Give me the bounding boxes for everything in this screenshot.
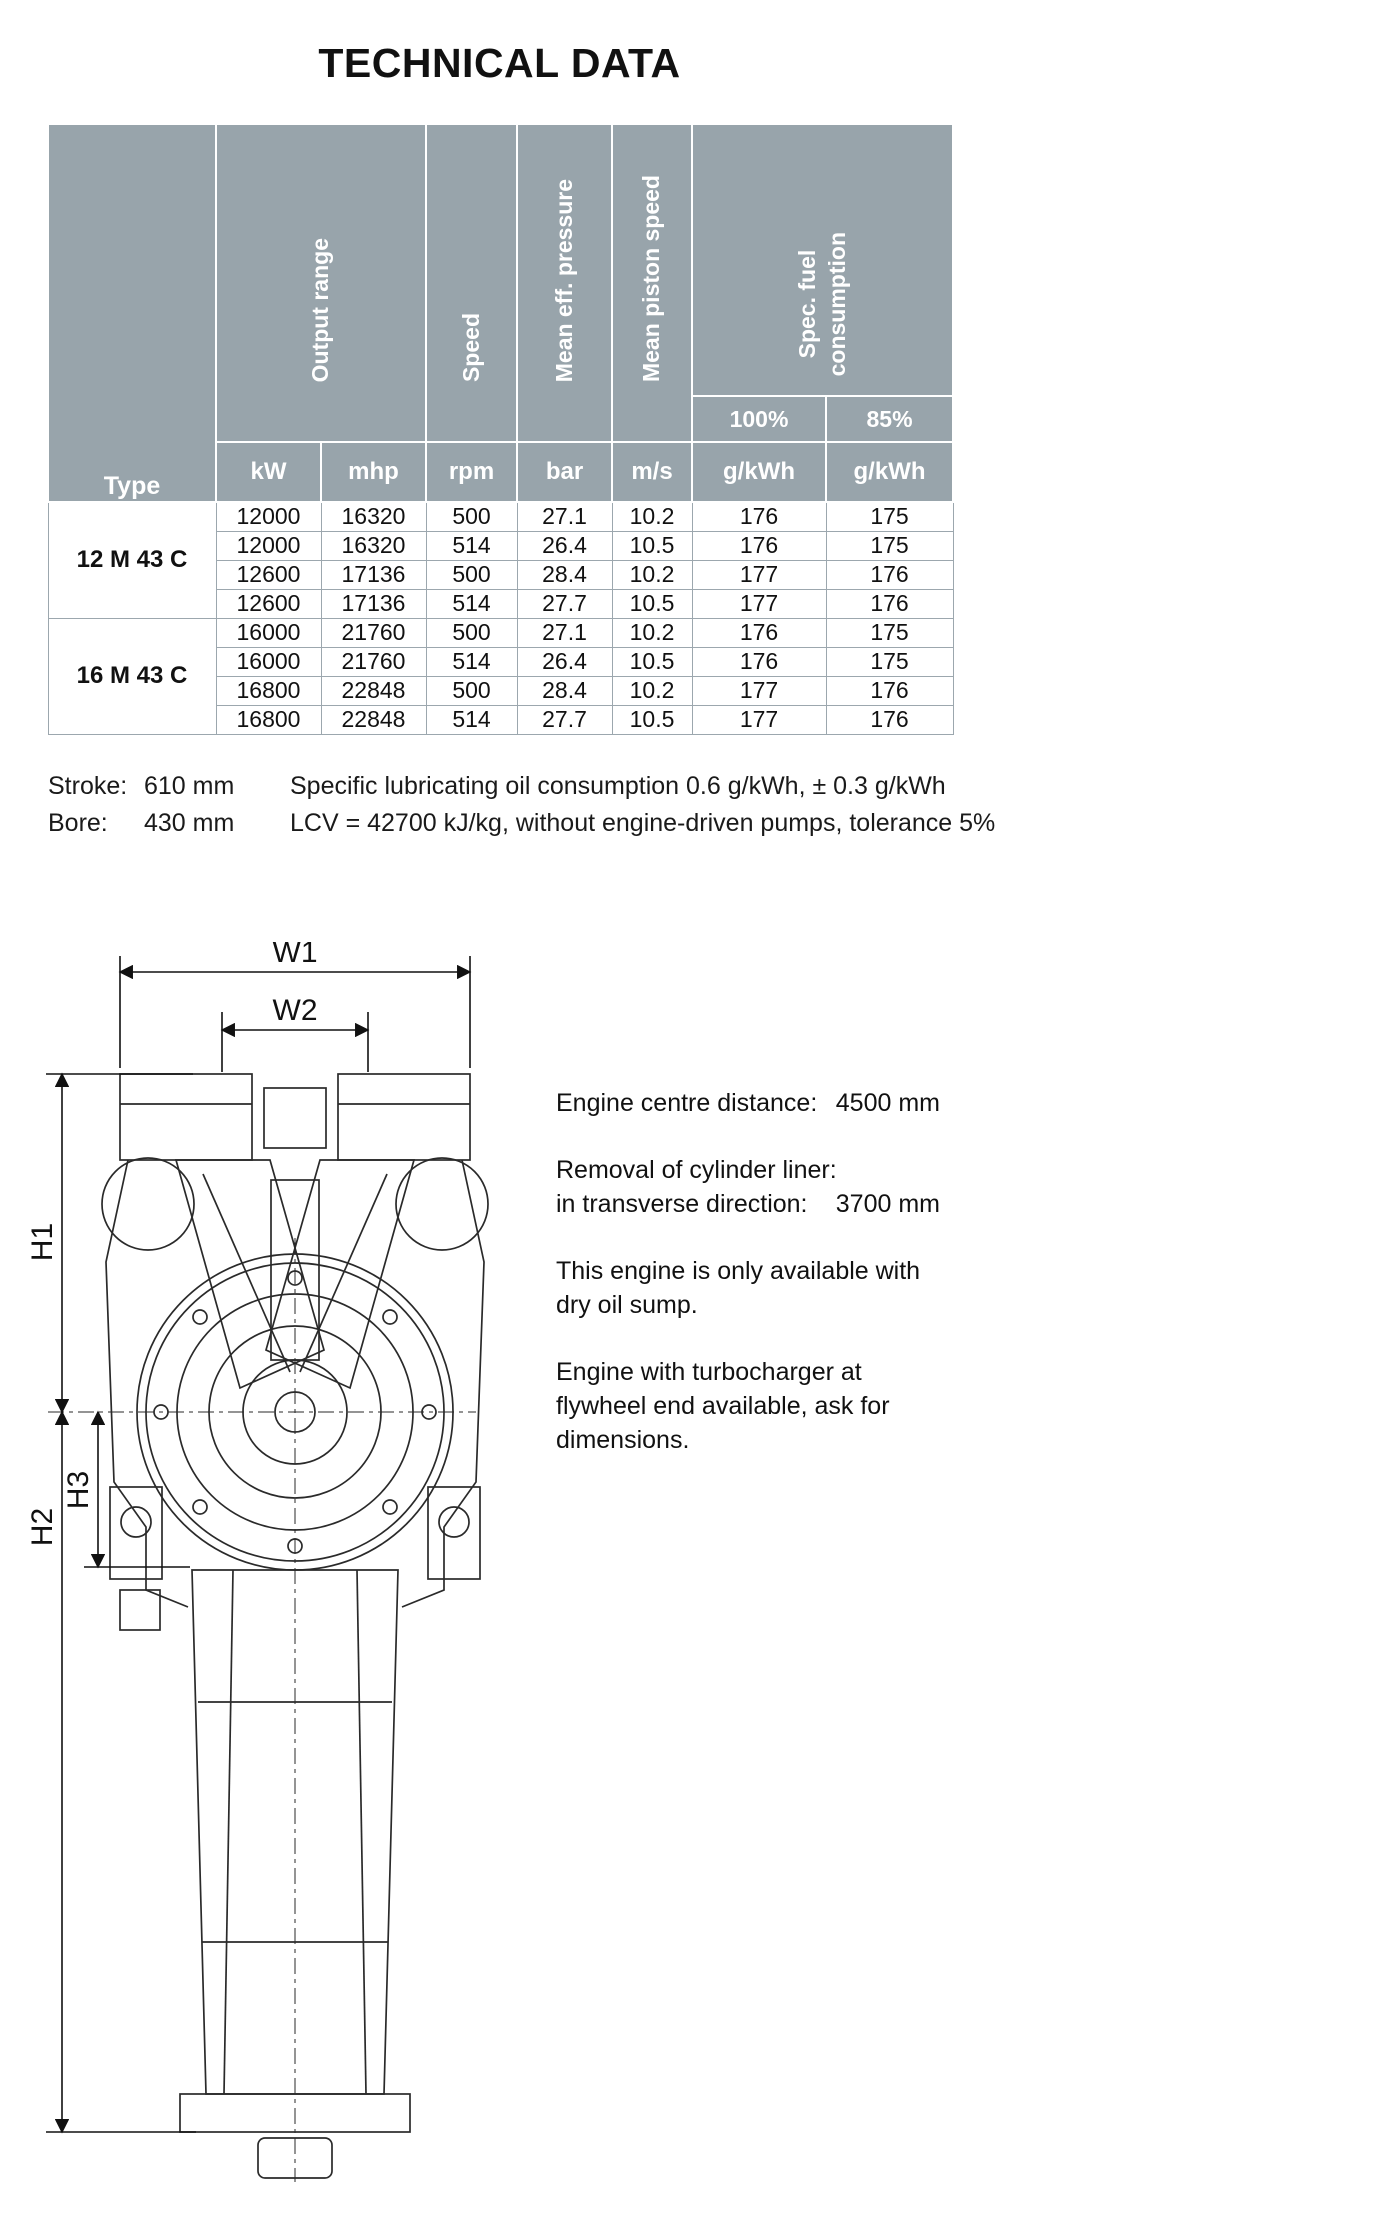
data-cell: 176 xyxy=(692,502,826,531)
centre-distance-row xyxy=(556,1086,940,1120)
data-cell: 16800 xyxy=(216,705,321,734)
spec-fuel-consumption-label xyxy=(793,232,853,376)
data-cell: 514 xyxy=(426,647,517,676)
page-title: TECHNICAL DATA xyxy=(318,40,681,86)
data-cell: 10.2 xyxy=(612,676,692,705)
data-cell: 27.1 xyxy=(517,618,612,647)
data-cell: 177 xyxy=(692,705,826,734)
dim-w1-label: W1 xyxy=(272,942,318,969)
liner-removal-line1: Removal of cylinder liner: xyxy=(556,1156,837,1184)
liner-removal-label: in transverse direction: xyxy=(556,1190,808,1218)
liner-removal-block xyxy=(556,1153,940,1221)
centerlines xyxy=(48,1238,476,2182)
data-cell: 22848 xyxy=(321,676,426,705)
centre-distance-value: 4500 mm xyxy=(835,1089,940,1117)
data-cell: 12000 xyxy=(216,531,321,560)
dry-sump-note: This engine is only available with dry oil sump. xyxy=(556,1257,921,1319)
data-cell: 514 xyxy=(426,589,517,618)
data-cell: 177 xyxy=(692,560,826,589)
load-header-100: 100% xyxy=(692,396,826,442)
column-header-mean-piston-speed xyxy=(612,124,692,442)
stroke-value: 610 mm xyxy=(144,772,235,800)
data-cell: 176 xyxy=(826,589,953,618)
data-cell: 177 xyxy=(692,676,826,705)
liner-removal-row xyxy=(556,1187,940,1221)
lcv-note: LCV = 42700 kJ/kg, without engine-driven pumps, tolerance 5% xyxy=(290,809,996,837)
mean-piston-speed-label: Mean piston speed xyxy=(638,174,665,382)
data-cell: 176 xyxy=(692,618,826,647)
data-cell: 26.4 xyxy=(517,647,612,676)
unit-header-gkwh-85: g/kWh xyxy=(826,442,953,502)
table-header xyxy=(48,124,953,502)
speed-label: Speed xyxy=(457,312,484,382)
engine-type-cell: 16 M 43 C xyxy=(48,618,216,734)
data-cell: 500 xyxy=(426,618,517,647)
data-cell: 514 xyxy=(426,531,517,560)
data-cell: 28.4 xyxy=(517,676,612,705)
data-cell: 10.5 xyxy=(612,589,692,618)
bore-label: Bore: xyxy=(48,809,108,837)
data-cell: 175 xyxy=(826,531,953,560)
data-cell: 10.2 xyxy=(612,560,692,589)
engine-front-view-drawing xyxy=(28,942,558,2212)
column-header-speed xyxy=(426,124,517,442)
data-cell: 28.4 xyxy=(517,560,612,589)
data-cell: 21760 xyxy=(321,618,426,647)
column-header-mean-eff-pressure xyxy=(517,124,612,442)
data-cell: 10.5 xyxy=(612,705,692,734)
data-cell: 27.7 xyxy=(517,589,612,618)
data-cell: 175 xyxy=(826,647,953,676)
data-cell: 175 xyxy=(826,502,953,531)
spec-fuel-line2: consumption xyxy=(823,231,850,376)
data-cell: 10.2 xyxy=(612,618,692,647)
bore-note xyxy=(48,805,234,842)
data-cell: 176 xyxy=(692,647,826,676)
column-header-spec-fuel-consumption xyxy=(692,124,953,396)
dim-h3-label: H3 xyxy=(62,1470,95,1510)
data-cell: 16320 xyxy=(321,502,426,531)
data-cell: 10.5 xyxy=(612,647,692,676)
data-cell: 21760 xyxy=(321,647,426,676)
column-header-output-range xyxy=(216,124,426,442)
dim-h1-label: H1 xyxy=(28,1222,59,1262)
data-cell: 26.4 xyxy=(517,531,612,560)
data-cell: 12600 xyxy=(216,589,321,618)
turbocharger-note: Engine with turbocharger at flywheel end available, ask for dimensions. xyxy=(556,1358,890,1454)
mean-eff-pressure-label: Mean eff. pressure xyxy=(550,178,577,382)
data-cell: 27.1 xyxy=(517,502,612,531)
data-cell: 17136 xyxy=(321,589,426,618)
unit-header-gkwh-100: g/kWh xyxy=(692,442,826,502)
spec-fuel-line1: Spec. fuel xyxy=(793,249,820,359)
engine-type-cell: 12 M 43 C xyxy=(48,502,216,618)
bore-value: 430 mm xyxy=(144,809,235,837)
unit-header-mhp: mhp xyxy=(321,442,426,502)
data-cell: 16000 xyxy=(216,647,321,676)
data-cell: 10.2 xyxy=(612,502,692,531)
centre-distance-label: Engine centre distance: xyxy=(556,1089,818,1117)
lube-oil-note: Specific lubricating oil consumption 0.6 g/kWh, ± 0.3 g/kWh xyxy=(290,772,946,800)
dimension-labels xyxy=(28,942,318,1546)
unit-header-bar: bar xyxy=(517,442,612,502)
data-cell: 177 xyxy=(692,589,826,618)
data-cell: 500 xyxy=(426,560,517,589)
unit-header-kw: kW xyxy=(216,442,321,502)
unit-header-rpm: rpm xyxy=(426,442,517,502)
unit-header-ms: m/s xyxy=(612,442,692,502)
data-cell: 514 xyxy=(426,705,517,734)
data-cell: 22848 xyxy=(321,705,426,734)
data-cell: 27.7 xyxy=(517,705,612,734)
dimension-text-block xyxy=(556,1086,940,1457)
data-cell: 500 xyxy=(426,502,517,531)
column-header-type: Type xyxy=(48,124,216,502)
data-cell: 175 xyxy=(826,618,953,647)
data-cell: 176 xyxy=(826,676,953,705)
table-row xyxy=(48,502,953,531)
data-cell: 16800 xyxy=(216,676,321,705)
data-cell: 10.5 xyxy=(612,531,692,560)
table-row xyxy=(48,618,953,647)
data-cell: 17136 xyxy=(321,560,426,589)
stroke-label: Stroke: xyxy=(48,772,128,800)
data-cell: 16320 xyxy=(321,531,426,560)
technical-data-table xyxy=(47,123,954,735)
consumption-notes xyxy=(290,768,995,842)
liner-removal-value: 3700 mm xyxy=(835,1190,940,1218)
data-cell: 176 xyxy=(826,705,953,734)
table-body xyxy=(48,502,953,734)
data-cell: 12600 xyxy=(216,560,321,589)
dim-h2-label: H2 xyxy=(28,1507,59,1547)
dimension-notes xyxy=(48,768,234,842)
engine-drawing-svg xyxy=(28,942,558,2212)
data-cell: 176 xyxy=(692,531,826,560)
data-cell: 12000 xyxy=(216,502,321,531)
data-cell: 16000 xyxy=(216,618,321,647)
stroke-note xyxy=(48,768,234,805)
load-header-85: 85% xyxy=(826,396,953,442)
data-cell: 500 xyxy=(426,676,517,705)
dim-w2-label: W2 xyxy=(272,994,318,1027)
data-cell: 176 xyxy=(826,560,953,589)
output-range-label: Output range xyxy=(307,237,334,382)
